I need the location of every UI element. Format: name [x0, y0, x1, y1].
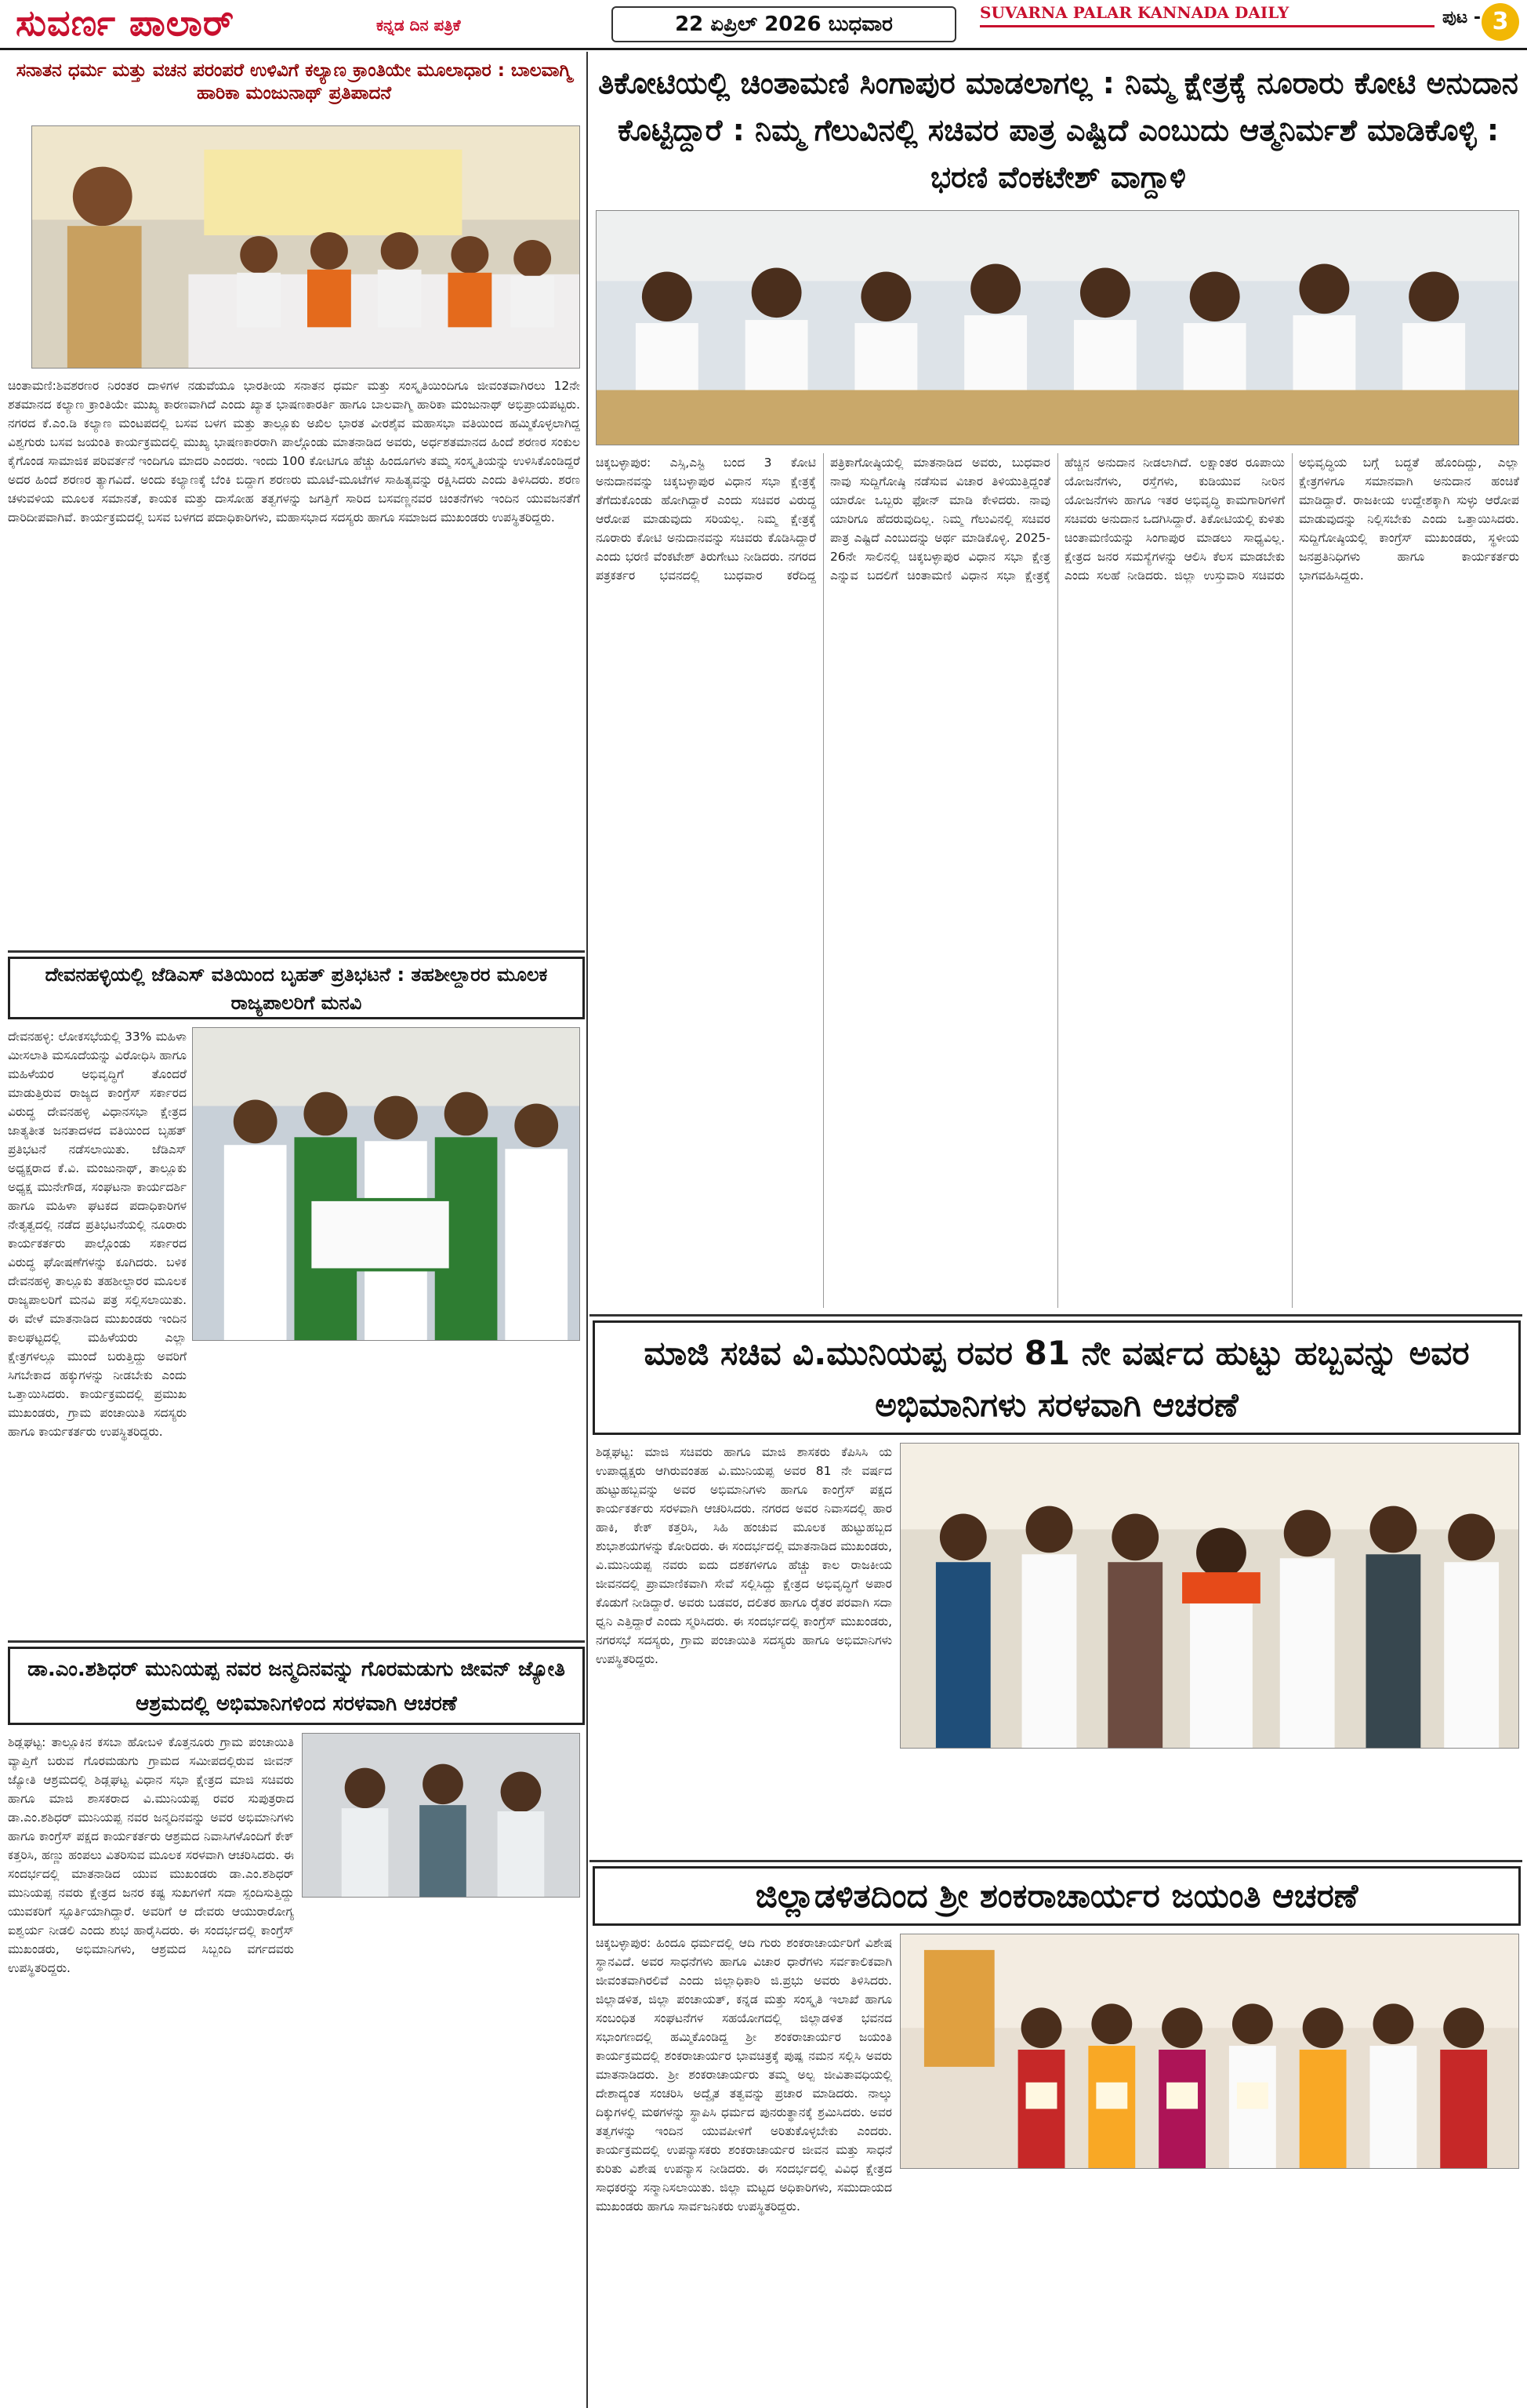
masthead — [0, 0, 1527, 50]
article-body: ಚಿಕ್ಕಬಳ್ಳಾಪುರ: ಎಸ್ಸಿ,ಎಸ್ಟಿ ಬಂದ 3 ಕೋಟಿ ಅನುದಾನವನ್ನು ಚಿಕ್ಕಬಳ್ಳಾಪುರ ವಿಧಾನ ಸಭಾ ಕ್ಷೇತ್ರಕ್ಕೆ ತೆಗೆದುಕೊಂಡು ಹೋಗಿದ್ದಾರೆ ಎಂದು ಸಚಿವರ ವಿರುದ್ಧ ಆರೋಪ ಮಾಡುವುದು ಸರಿಯಲ್ಲ. ನಿಮ್ಮ ಕ್ಷೇತ್ರಕ್ಕೆ ನೂರಾರು ಕೋಟಿ ಅನುದಾನವನ್ನು ಸಚಿವರು ಕೊಡಿಸಿದ್ದಾರೆ ಎಂದು ಭರಣಿ ವೆಂಕಟೇಶ್ ತಿರುಗೇಟು ನೀಡಿದರು. ನಗರದ ಪತ್ರಕರ್ತರ ಭವನದಲ್ಲಿ ಬುಧವಾರ ಕರೆದಿದ್ದ ಪತ್ರಿಕಾಗೋಷ್ಠಿಯಲ್ಲಿ ಮಾತನಾಡಿದ ಅವರು, ಬುಧವಾರ ನಾವು ಸುದ್ದಿಗೋಷ್ಠಿ ನಡೆಸುವ ವಿಚಾರ ತಿಳಿಯುತ್ತಿದ್ದಂತೆ ಯಾರೋ ಒಬ್ಬರು ಫೋನ್ ಮಾಡಿ ಕೇಳಿದರು. ನಾವು ಯಾರಿಗೂ ಹೆದರುವುದಿಲ್ಲ. ನಿಮ್ಮ ಗೆಲುವಿನಲ್ಲಿ ಸಚಿವರ ಪಾತ್ರ ಎಷ್ಟಿದೆ ಎಂಬುದನ್ನು ಅರ್ಥ ಮಾಡಿಕೊಳ್ಳಿ. 2025-26ನೇ ಸಾಲಿನಲ್ಲಿ ಚಿಕ್ಕಬಳ್ಳಾಪುರ ವಿಧಾನ ಸಭಾ ಕ್ಷೇತ್ರ ಎನ್ನುವ ಬದಲಿಗೆ ಚಿಂತಾಮಣಿ ವಿಧಾನ ಸಭಾ ಕ್ಷೇತ್ರಕ್ಕೆ ಹೆಚ್ಚಿನ ಅನುದಾನ ನೀಡಲಾಗಿದೆ. ಲಕ್ಷಾಂತರ ರೂಪಾಯಿ ಯೋಜನೆಗಳು, ರಸ್ತೆಗಳು, ಕುಡಿಯುವ ನೀರಿನ ಯೋಜನೆಗಳು ಹಾಗೂ ಇತರ ಅಭಿವೃದ್ಧಿ ಕಾಮಗಾರಿಗಳಿಗೆ ಸಚಿವರು ಅನುದಾನ ಒದಗಿಸಿದ್ದಾರೆ. ತಿಕೋಟಿಯಲ್ಲಿ ಕುಳಿತು ಚಿಂತಾಮಣಿಯನ್ನು ಸಿಂಗಾಪುರ ಮಾಡಲು ಸಾಧ್ಯವಿಲ್ಲ. ಕ್ಷೇತ್ರದ ಜನರ ಸಮಸ್ಯೆಗಳನ್ನು ಆಲಿಸಿ ಕೆಲಸ ಮಾಡಬೇಕು ಎಂದು ಸಲಹೆ ನೀಡಿದರು. ಜಿಲ್ಲಾ ಉಸ್ತುವಾರಿ ಸಚಿವರು ಅಭಿವೃದ್ಧಿಯ ಬಗ್ಗೆ ಬದ್ಧತೆ ಹೊಂದಿದ್ದು, ಎಲ್ಲಾ ಕ್ಷೇತ್ರಗಳಿಗೂ ಸಮಾನವಾಗಿ ಅನುದಾನ ಹಂಚಿಕೆ ಮಾಡಿದ್ದಾರೆ. ರಾಜಕೀಯ ಉದ್ದೇಶಕ್ಕಾಗಿ ಸುಳ್ಳು ಆರೋಪ ಮಾಡುವುದನ್ನು ನಿಲ್ಲಿಸಬೇಕು ಎಂದು ಒತ್ತಾಯಿಸಿದರು. ಸುದ್ದಿಗೋಷ್ಠಿಯಲ್ಲಿ ಕಾಂಗ್ರೆಸ್ ಮುಖಂಡರು, ಸ್ಥಳೀಯ ಜನಪ್ರತಿನಿಧಿಗಳು ಹಾಗೂ ಕಾರ್ಯಕರ್ತರು ಭಾಗವಹಿಸಿದ್ದರು. — [596, 456, 1519, 583]
article-body: ಚಿಕ್ಕಬಳ್ಳಾಪುರ: ಹಿಂದೂ ಧರ್ಮದಲ್ಲಿ ಆದಿ ಗುರು ಶಂಕರಾಚಾರ್ಯರಿಗೆ ವಿಶೇಷ ಸ್ಥಾನವಿದೆ. ಅವರ ಸಾಧನೆಗಳು ಹಾಗೂ ವಿಚಾರ ಧಾರೆಗಳು ಸರ್ವಕಾಲಿಕವಾಗಿ ಜೀವಂತವಾಗಿರಲಿವೆ ಎಂದು ಜಿಲ್ಲಾಧಿಕಾರಿ ಜಿ.ಪ್ರಭು ಅವರು ತಿಳಿಸಿದರು. ಜಿಲ್ಲಾಡಳಿತ, ಜಿಲ್ಲಾ ಪಂಚಾಯತ್, ಕನ್ನಡ ಮತ್ತು ಸಂಸ್ಕೃತಿ ಇಲಾಖೆ ಹಾಗೂ ಸಂಬಂಧಿತ ಸಂಘಟನೆಗಳ ಸಹಯೋಗದಲ್ಲಿ ಜಿಲ್ಲಾಡಳಿತ ಭವನದ ಸಭಾಂಗಣದಲ್ಲಿ ಹಮ್ಮಿಕೊಂಡಿದ್ದ ಶ್ರೀ ಶಂಕರಾಚಾರ್ಯರ ಜಯಂತಿ ಕಾರ್ಯಕ್ರಮದಲ್ಲಿ ಶಂಕರಾಚಾರ್ಯರ ಭಾವಚಿತ್ರಕ್ಕೆ ಪುಷ್ಪ ನಮನ ಸಲ್ಲಿಸಿ ಅವರು ಮಾತನಾಡಿದರು. ಶ್ರೀ ಶಂಕರಾಚಾರ್ಯರು ತಮ್ಮ ಅಲ್ಪ ಜೀವಿತಾವಧಿಯಲ್ಲಿ ದೇಶಾದ್ಯಂತ ಸಂಚರಿಸಿ ಅದ್ವೈತ ತತ್ವವನ್ನು ಪ್ರಚಾರ ಮಾಡಿದರು. ನಾಲ್ಕು ದಿಕ್ಕುಗಳಲ್ಲಿ ಮಠಗಳನ್ನು ಸ್ಥಾಪಿಸಿ ಧರ್ಮದ ಪುನರುತ್ಥಾನಕ್ಕೆ ಶ್ರಮಿಸಿದರು. ಅವರ ತತ್ವಗಳನ್ನು ಇಂದಿನ ಯುವಪೀಳಿಗೆ ಅರಿತುಕೊಳ್ಳಬೇಕು ಎಂದರು. ಕಾರ್ಯಕ್ರಮದಲ್ಲಿ ಉಪನ್ಯಾಸಕರು ಶಂಕರಾಚಾರ್ಯರ ಜೀವನ ಮತ್ತು ಸಾಧನೆ ಕುರಿತು ವಿಶೇಷ ಉಪನ್ಯಾಸ ನೀಡಿದರು. ಈ ಸಂದರ್ಭದಲ್ಲಿ ವಿವಿಧ ಕ್ಷೇತ್ರದ ಸಾಧಕರನ್ನು ಸನ್ಮಾನಿಸಲಾಯಿತು. ಜಿಲ್ಲಾ ಮಟ್ಟದ ಅಧಿಕಾರಿಗಳು, ಸಮುದಾಯದ ಮುಖಂಡರು ಹಾಗೂ ಸಾರ್ವಜನಿಕರು ಉಪಸ್ಥಿತರಿದ್ದರು. — [596, 1936, 892, 2214]
section-divider — [8, 1640, 585, 1643]
article-body-continued — [900, 1756, 1519, 1850]
issue-date: 22 ಏಪ್ರಿಲ್ 2026 ಬುಧವಾರ — [611, 6, 956, 42]
newspaper-subtitle: ಕನ್ನಡ ದಿನ ಪತ್ರಿಕೆ — [376, 16, 461, 35]
section-divider — [8, 950, 585, 953]
article-headline: ದೇವನಹಳ್ಳಿಯಲ್ಲಿ ಜೆಡಿಎಸ್ ವತಿಯಿಂದ ಬೃಹತ್ ಪ್ರತಿಭಟನೆ : ತಹಶೀಲ್ದಾರರ ಮೂಲಕ ರಾಜ್ಯಪಾಲರಿಗೆ ಮನವಿ — [8, 957, 585, 1019]
article-headline: ತಿಕೋಟಿಯಲ್ಲಿ ಚಿಂತಾಮಣಿ ಸಿಂಗಾಪುರ ಮಾಡಲಾಗಲ್ಲ : ನಿಮ್ಮ ಕ್ಷೇತ್ರಕ್ಕೆ ನೂರಾರು ಕೋಟಿ ಅನುದಾನ ಕೊಟ್ಟಿದ್ದಾರೆ : ನಿಮ್ಮ ಗೆಲುವಿನಲ್ಲಿ ಸಚಿವರ ಪಾತ್ರ ಎಷ್ಟಿದೆ ಎಂಬುದು ಆತ್ಮನಿರ್ಮಶೆ ಮಾಡಿಕೊಳ್ಳಿ : ಭರಣಿ ವೆಂಕಟೇಶ್ ವಾಗ್ದಾಳಿ — [598, 66, 1518, 194]
article-headline: ಜಿಲ್ಲಾಡಳಿತದಿಂದ ಶ್ರೀ ಶಂಕರಾಚಾರ್ಯರ ಜಯಂತಿ ಆಚರಣೆ — [593, 1866, 1521, 1926]
article-headline: ಡಾ.ಎಂ.ಶಶಿಧರ್ ಮುನಿಯಪ್ಪ ನವರ ಜನ್ಮದಿನವನ್ನು ಗೊರಮಡುಗು ಜೀವನ್ ಜ್ಯೋತಿ ಆಶ್ರಮದಲ್ಲಿ ಅಭಿಮಾನಿಗಳಿಂದ ಸರಳವಾಗಿ ಆಚರಣೆ — [8, 1647, 585, 1725]
article-body: ದೇವನಹಳ್ಳಿ: ಲೋಕಸಭೆಯಲ್ಲಿ 33% ಮಹಿಳಾ ಮೀಸಲಾತಿ ಮಸೂದೆಯನ್ನು ವಿರೋಧಿಸಿ ಹಾಗೂ ಮಹಿಳೆಯರ ಅಭಿವೃದ್ಧಿಗೆ ತೊಂದರೆ ಮಾಡುತ್ತಿರುವ ರಾಜ್ಯದ ಕಾಂಗ್ರೆಸ್ ಸರ್ಕಾರದ ವಿರುದ್ಧ ದೇವನಹಳ್ಳಿ ವಿಧಾನಸಭಾ ಕ್ಷೇತ್ರದ ಜಾತ್ಯತೀತ ಜನತಾದಳದ ವತಿಯಿಂದ ಬೃಹತ್ ಪ್ರತಿಭಟನೆ ನಡೆಸಲಾಯಿತು. ಜೆಡಿಎಸ್ ಅಧ್ಯಕ್ಷರಾದ ಕೆ.ವಿ. ಮಂಜುನಾಥ್, ತಾಲ್ಲೂಕು ಅಧ್ಯಕ್ಷ ಮುನೇಗೌಡ, ಸಂಘಟನಾ ಕಾರ್ಯದರ್ಶಿ ಹಾಗೂ ಮಹಿಳಾ ಘಟಕದ ಪದಾಧಿಕಾರಿಗಳ ನೇತೃತ್ವದಲ್ಲಿ ನಡೆದ ಪ್ರತಿಭಟನೆಯಲ್ಲಿ ನೂರಾರು ಕಾರ್ಯಕರ್ತರು ಪಾಲ್ಗೊಂಡು ಸರ್ಕಾರದ ವಿರುದ್ಧ ಘೋಷಣೆಗಳನ್ನು ಕೂಗಿದರು. ಬಳಿಕ ದೇವನಹಳ್ಳಿ ತಾಲ್ಲೂಕು ತಹಶೀಲ್ದಾರರ ಮೂಲಕ ರಾಜ್ಯಪಾಲರಿಗೆ ಮನವಿ ಪತ್ರ ಸಲ್ಲಿಸಲಾಯಿತು. ಈ ವೇಳೆ ಮಾತನಾಡಿದ ಮುಖಂಡರು ಇಂದಿನ ಕಾಲಘಟ್ಟದಲ್ಲಿ ಮಹಿಳೆಯರು ಎಲ್ಲಾ ಕ್ಷೇತ್ರಗಳಲ್ಲೂ ಮುಂದೆ ಬರುತ್ತಿದ್ದು ಅವರಿಗೆ ಸಿಗಬೇಕಾದ ಹಕ್ಕುಗಳನ್ನು ನೀಡಬೇಕು ಎಂದು ಒತ್ತಾಯಿಸಿದರು. ಕಾರ್ಯಕ್ರಮದಲ್ಲಿ ಪ್ರಮುಖ ಮುಖಂಡರು, ಗ್ರಾಮ ಪಂಚಾಯಿತಿ ಸದಸ್ಯರು ಹಾಗೂ ಕಾರ್ಯಕರ್ತರು ಉಪಸ್ಥಿತರಿದ್ದರು. — [8, 1030, 187, 1439]
article-photo-ashram — [302, 1733, 580, 1898]
article-body-continued — [900, 2177, 1519, 2400]
article-photo-jayanti — [900, 1934, 1519, 2169]
section-divider — [589, 1860, 1522, 1862]
column-divider — [586, 52, 588, 2408]
article-headline: ಮಾಜಿ ಸಚಿವ ವಿ.ಮುನಿಯಪ್ಪ ರವರ 81 ನೇ ವರ್ಷದ ಹುಟ್ಟು ಹಬ್ಬವನ್ನು ಅವರ ಅಭಿಮಾನಿಗಳು ಸರಳವಾಗಿ ಆಚರಣೆ — [593, 1320, 1521, 1435]
article-body: ಚಿಂತಾಮಣಿ:ಶಿವಶರಣರ ನಿರಂತರ ದಾಳಿಗಳ ನಡುವೆಯೂ ಭಾರತೀಯ ಸನಾತನ ಧರ್ಮ ಮತ್ತು ಸಂಸ್ಕೃತಿಯಿಂದಿಗೂ ಜೀವಂತವಾಗಿರಲು 12ನೇ ಶತಮಾನದ ಕಲ್ಯಾಣ ಕ್ರಾಂತಿಯೇ ಮುಖ್ಯ ಕಾರಣವಾಗಿದೆ ಎಂದು ಖ್ಯಾತ ಭಾಷಣಕಾರರ್ತಿ ಹಾಗೂ ಬಾಲವಾಗ್ಮಿ ಹಾರಿಕಾ ಮಂಜುನಾಥ್ ಅಭಿಪ್ರಾಯಪಟ್ಟರು. ನಗರದ ಕೆ.ಎಂ.ಡಿ ಕಲ್ಯಾಣ ಮಂಟಪದಲ್ಲಿ ಬಸವ ಬಳಗ ಮತ್ತು ತಾಲ್ಲೂಕು ಅಖಿಲ ಭಾರತ ವೀರಶೈವ ಮಹಾಸಭಾ ವತಿಯಿಂದ ಹಮ್ಮಿಕೊಳ್ಳಲಾಗಿದ್ದ ವಿಶ್ವಗುರು ಬಸವ ಜಯಂತಿ ಕಾರ್ಯಕ್ರಮದಲ್ಲಿ ಮುಖ್ಯ ಭಾಷಣಕಾರರಾಗಿ ಪಾಲ್ಗೊಂಡು ಮಾತನಾಡಿದ ಅವರು, ಅರ್ಧಶತಮಾನದ ಹಿಂದೆ ಶರಣರ ಸಂಕುಲ ಕೈಗೊಂಡ ಸಾಮಾಜಿಕ ಪರಿವರ್ತನೆ ಇಂದಿಗೂ ಮಾದರಿ ಎಂದರು. ಇಂದು 100 ಕೋಟಿಗೂ ಹೆಚ್ಚು ಹಿಂದೂಗಳು ತಮ್ಮ ಸಂಸ್ಕೃತಿಯನ್ನು ಉಳಿಸಿಕೊಂಡಿದ್ದರೆ ಅದರ ಹಿಂದೆ ಶರಣರ ತ್ಯಾಗವಿದೆ. ಅಂದು ಕಲ್ಯಾಣಕ್ಕೆ ಬೆಂಕಿ ಬಿದ್ದಾಗ ಶರಣರು ಮೂಟೆ-ಮೂಟೆಗಳ ಸಾಹಿತ್ಯವನ್ನು ರಕ್ಷಿಸಿದರು ಎಂದು ತಿಳಿಸಿದರು. ಶರಣ ಚಳುವಳಿಯ ಮೂಲಕ ಸಮಾನತೆ, ಕಾಯಕ ಮತ್ತು ದಾಸೋಹ ತತ್ವಗಳನ್ನು ಜಗತ್ತಿಗೆ ಸಾರಿದ ಬಸವಣ್ಣನವರ ಚಿಂತನೆಗಳು ಇಂದಿನ ಯುವಜನತೆಗೆ ದಾರಿದೀಪವಾಗಿವೆ. ಕಾರ್ಯಕ್ರಮದಲ್ಲಿ ಬಸವ ಬಳಗದ ಪದಾಧಿಕಾರಿಗಳು, ಮಹಾಸಭಾದ ಸದಸ್ಯರು ಹಾಗೂ ಸಮಾಜದ ಮುಖಂಡರು ಉಪಸ್ಥಿತರಿದ್ದರು. — [8, 379, 580, 525]
article-photo-birthday — [900, 1443, 1519, 1749]
newspaper-name: ಸುವರ್ಣ ಪಾಲಾರ್ — [16, 2, 235, 44]
article-body: ಶಿಡ್ಲಘಟ್ಟ: ಮಾಜಿ ಸಚಿವರು ಹಾಗೂ ಮಾಜಿ ಶಾಸಕರು ಕೆಪಿಸಿಸಿ ಯ ಉಪಾಧ್ಯಕ್ಷರು ಆಗಿರುವಂತಹ ವಿ.ಮುನಿಯಪ್ಪ ಅವರ 81 ನೇ ವರ್ಷದ ಹುಟ್ಟುಹಬ್ಬವನ್ನು ಅವರ ಅಭಿಮಾನಿಗಳು ಹಾಗೂ ಕಾಂಗ್ರೆಸ್ ಪಕ್ಷದ ಕಾರ್ಯಕರ್ತರು ಸರಳವಾಗಿ ಆಚರಿಸಿದರು. ನಗರದ ಅವರ ನಿವಾಸದಲ್ಲಿ ಹಾರ ಹಾಕಿ, ಕೇಕ್ ಕತ್ತರಿಸಿ, ಸಿಹಿ ಹಂಚುವ ಮೂಲಕ ಹುಟ್ಟುಹಬ್ಬದ ಶುಭಾಶಯಗಳನ್ನು ಕೋರಿದರು. ಈ ಸಂದರ್ಭದಲ್ಲಿ ಮಾತನಾಡಿದ ಮುಖಂಡರು, ವಿ.ಮುನಿಯಪ್ಪ ನವರು ಐದು ದಶಕಗಳಿಗೂ ಹೆಚ್ಚು ಕಾಲ ರಾಜಕೀಯ ಜೀವನದಲ್ಲಿ ಪ್ರಾಮಾಣಿಕವಾಗಿ ಸೇವೆ ಸಲ್ಲಿಸಿದ್ದು ಕ್ಷೇತ್ರದ ಅಭಿವೃದ್ಧಿಗೆ ಅಪಾರ ಕೊಡುಗೆ ನೀಡಿದ್ದಾರೆ. ಅವರು ಬಡವರ, ದಲಿತರ ಹಾಗೂ ರೈತರ ಪರವಾಗಿ ಸದಾ ಧ್ವನಿ ಎತ್ತಿದ್ದಾರೆ ಎಂದು ಸ್ಮರಿಸಿದರು. ಈ ಸಂದರ್ಭದಲ್ಲಿ ಕಾಂಗ್ರೆಸ್ ಮುಖಂಡರು, ನಗರಸಭೆ ಸದಸ್ಯರು, ಗ್ರಾಮ ಪಂಚಾಯಿತಿ ಸದಸ್ಯರು ಹಾಗೂ ಅಭಿಮಾನಿಗಳು ಉಪಸ್ಥಿತರಿದ್ದರು. — [596, 1445, 892, 1666]
article-photo-protest — [192, 1027, 580, 1341]
section-divider — [589, 1314, 1522, 1317]
article-photo-stage-event — [31, 125, 580, 369]
page-number: 3 — [1482, 3, 1519, 41]
article-body: ಶಿಡ್ಲಘಟ್ಟ: ತಾಲ್ಲೂಕಿನ ಕಸಬಾ ಹೋಬಳಿ ಕೊತ್ತನೂರು ಗ್ರಾಮ ಪಂಚಾಯಿತಿ ವ್ಯಾಪ್ತಿಗೆ ಬರುವ ಗೊರಮಡುಗು ಗ್ರಾಮದ ಸಮೀಪದಲ್ಲಿರುವ ಜೀವನ್ ಜ್ಯೋತಿ ಆಶ್ರಮದಲ್ಲಿ ಶಿಡ್ಲಘಟ್ಟ ವಿಧಾನ ಸಭಾ ಕ್ಷೇತ್ರದ ಮಾಜಿ ಸಚಿವರು ಹಾಗೂ ಮಾಜಿ ಶಾಸಕರಾದ ವಿ.ಮುನಿಯಪ್ಪ ರವರ ಸುಪುತ್ರರಾದ ಡಾ.ಎಂ.ಶಶಿಧರ್ ಮುನಿಯಪ್ಪ ನವರ ಜನ್ಮದಿನವನ್ನು ಅವರ ಅಭಿಮಾನಿಗಳು ಹಾಗೂ ಕಾಂಗ್ರೆಸ್ ಪಕ್ಷದ ಕಾರ್ಯಕರ್ತರು ಆಶ್ರಮದ ನಿವಾಸಿಗಳೊಂದಿಗೆ ಕೇಕ್ ಕತ್ತರಿಸಿ, ಹಣ್ಣು ಹಂಪಲು ವಿತರಿಸುವ ಮೂಲಕ ಸರಳವಾಗಿ ಆಚರಿಸಿದರು. ಈ ಸಂದರ್ಭದಲ್ಲಿ ಮಾತನಾಡಿದ ಯುವ ಮುಖಂಡರು ಡಾ.ಎಂ.ಶಶಿಧರ್ ಮುನಿಯಪ್ಪ ನವರು ಕ್ಷೇತ್ರದ ಜನರ ಕಷ್ಟ ಸುಖಗಳಿಗೆ ಸದಾ ಸ್ಪಂದಿಸುತ್ತಿದ್ದು ಯುವಕರಿಗೆ ಸ್ಫೂರ್ತಿಯಾಗಿದ್ದಾರೆ. ಅವರಿಗೆ ಆ ದೇವರು ಆಯುರಾರೋಗ್ಯ ಐಶ್ವರ್ಯ ನೀಡಲಿ ಎಂದು ಶುಭ ಹಾರೈಸಿದರು. ಈ ಸಂದರ್ಭದಲ್ಲಿ ಕಾಂಗ್ರೆಸ್ ಮುಖಂಡರು, ಅಭಿಮಾನಿಗಳು, ಆಶ್ರಮದ ಸಿಬ್ಬಂದಿ ವರ್ಗದವರು ಉಪಸ್ಥಿತರಿದ್ದರು. — [8, 1735, 294, 1975]
page-label: ಪುಟ - — [1442, 8, 1482, 27]
masthead-divider — [980, 25, 1435, 27]
article-headline: ಸನಾತನ ಧರ್ಮ ಮತ್ತು ವಚನ ಪರಂಪರೆ ಉಳಿವಿಗೆ ಕಲ್ಯಾಣ ಕ್ರಾಂತಿಯೇ ಮೂಲಾಧಾರ : ಬಾಲವಾಗ್ಮಿ ಹಾರಿಕಾ ಮಂಜುನಾಥ್ ಪ್ರತಿಪಾದನೆ — [16, 60, 572, 104]
article-photo-press-meet — [596, 210, 1519, 445]
newspaper-english-name: SUVARNA PALAR KANNADA DAILY — [980, 3, 1289, 22]
